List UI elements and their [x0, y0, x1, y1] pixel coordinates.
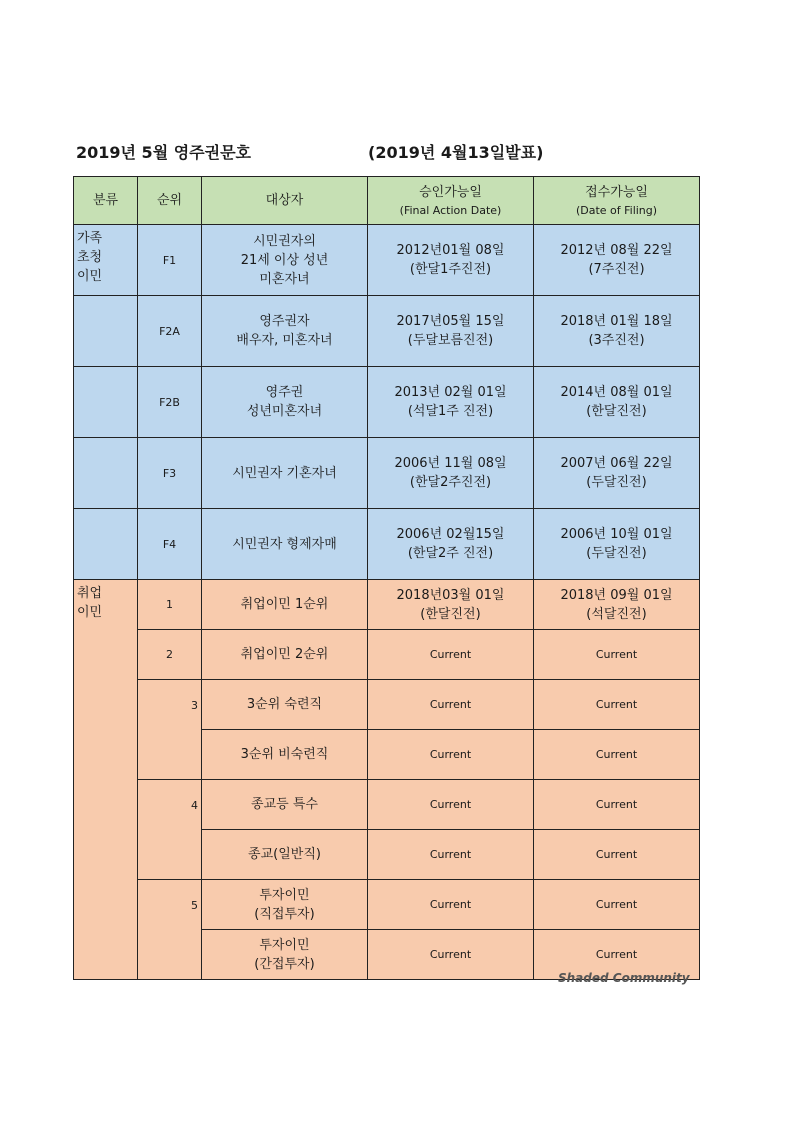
table-row [74, 509, 700, 580]
final-action-cell [368, 630, 534, 680]
table-row [74, 438, 700, 509]
cell-line: 초청 [77, 250, 103, 265]
cell-line: 취업이민 1순위 [240, 597, 329, 612]
cell-line: 2006년 10월 01일 [560, 527, 673, 542]
cell-line: Current [429, 898, 472, 911]
header-filing-ko: 접수가능일 [585, 184, 648, 200]
cell-line: (7주진전) [588, 262, 645, 277]
cell-line: 영주권자 [259, 314, 310, 329]
cell-line: 2006년 11월 08일 [394, 456, 507, 471]
table-row [74, 225, 700, 296]
target-cell [202, 630, 368, 680]
cell-line: 2014년 08월 01일 [560, 385, 673, 400]
header-category: 분류 [74, 177, 138, 225]
cell-line: Current [429, 848, 472, 861]
category-cell [74, 225, 138, 296]
cell-line: Current [595, 748, 638, 761]
filing-cell [534, 225, 700, 296]
category-cell [74, 367, 138, 438]
target-cell [202, 780, 368, 830]
final-action-cell [368, 730, 534, 780]
target-cell [202, 830, 368, 880]
footer-credit: Shaded Community [558, 971, 690, 985]
cell-line: Current [595, 798, 638, 811]
cell-line: Current [429, 798, 472, 811]
cell-line: (두달진전) [586, 546, 647, 561]
final-action-cell [368, 680, 534, 730]
cell-line: (두달진전) [586, 475, 647, 490]
cell-line: 2012년 08월 22일 [560, 243, 673, 258]
final-action-cell [368, 509, 534, 580]
rank-cell: 4 [138, 780, 202, 880]
cell-line: Current [595, 648, 638, 661]
table-row [74, 880, 700, 930]
rank-cell: 2 [138, 630, 202, 680]
filing-cell [534, 438, 700, 509]
cell-line: 2007년 06월 22일 [560, 456, 673, 471]
visa-bulletin-table [73, 176, 700, 980]
table-row [74, 680, 700, 730]
target-cell [202, 225, 368, 296]
filing-cell [534, 296, 700, 367]
header-final-action-ko: 승인가능일 [419, 184, 482, 200]
filing-cell [534, 780, 700, 830]
table-row [74, 780, 700, 830]
filing-cell [534, 630, 700, 680]
target-cell [202, 296, 368, 367]
cell-line: 시민권자 기혼자녀 [232, 465, 337, 481]
target-cell [202, 367, 368, 438]
cell-line: 2018년 01월 18일 [560, 314, 673, 329]
cell-line: 2018년03월 01일 [396, 587, 505, 603]
cell-line: Current [595, 948, 638, 961]
cell-line: (한달2주 진전) [407, 546, 494, 561]
cell-line: (두달보름진전) [407, 333, 494, 348]
final-action-cell [368, 225, 534, 296]
cell-line: 2012년01월 08일 [396, 243, 505, 258]
target-cell [202, 880, 368, 930]
final-action-cell [368, 438, 534, 509]
cell-line: (3주진전) [588, 333, 645, 348]
cell-line: 투자이민 [259, 887, 310, 903]
cell-line: 미혼자녀 [259, 271, 310, 287]
cell-line: 가족 [77, 231, 103, 246]
cell-line: Current [429, 748, 472, 761]
final-action-cell [368, 580, 534, 630]
category-cell [74, 438, 138, 509]
table-row [74, 630, 700, 680]
announcement-date: (2019년 4월13일발표) [368, 143, 544, 162]
filing-cell [534, 730, 700, 780]
page-title: 2019년 5월 영주권문호 [76, 143, 251, 162]
cell-line: 취업이민 2순위 [240, 647, 329, 662]
cell-line: (석달진전) [586, 606, 647, 622]
category-cell [74, 580, 138, 980]
header-row [74, 177, 700, 225]
final-action-cell [368, 930, 534, 980]
rank-cell: F4 [138, 509, 202, 580]
cell-line: 2018년 09월 01일 [560, 587, 673, 603]
header-target: 대상자 [202, 177, 368, 225]
cell-line: 종교(일반직) [248, 847, 321, 862]
table-row [74, 296, 700, 367]
final-action-cell [368, 296, 534, 367]
cell-line: 취업 [77, 586, 103, 601]
cell-line: 3순위 숙련직 [246, 697, 323, 712]
cell-line: (석달1주 진전) [407, 404, 494, 419]
cell-line: Current [595, 698, 638, 711]
target-cell [202, 730, 368, 780]
rank-cell: F1 [138, 225, 202, 296]
table-row [74, 580, 700, 630]
rank-cell: 1 [138, 580, 202, 630]
cell-line: 3순위 비숙련직 [240, 747, 329, 762]
target-cell [202, 930, 368, 980]
cell-line: 2006년 02월15일 [396, 527, 505, 542]
final-action-cell [368, 880, 534, 930]
cell-line: Current [595, 898, 638, 911]
cell-line: 이민 [77, 605, 103, 620]
header-final-action-en: (Final Action Date) [399, 203, 502, 217]
category-cell [74, 509, 138, 580]
target-cell [202, 680, 368, 730]
cell-line: Current [429, 948, 472, 961]
cell-line: 이민 [77, 269, 103, 284]
cell-line: 2013년 02월 01일 [394, 385, 507, 400]
cell-line: 시민권자 형제자매 [232, 536, 337, 552]
filing-cell [534, 580, 700, 630]
cell-line: (한달1주진전) [409, 262, 492, 277]
final-action-cell [368, 780, 534, 830]
rank-cell: 3 [138, 680, 202, 780]
category-cell [74, 296, 138, 367]
table-row [74, 367, 700, 438]
cell-line: 배우자, 미혼자녀 [236, 333, 333, 348]
cell-line: 영주권 [265, 385, 304, 400]
cell-line: (한달진전) [420, 606, 481, 622]
cell-line: (한달진전) [586, 404, 647, 419]
cell-line: 21세 이상 성년 [240, 252, 329, 268]
header-filing [534, 177, 700, 225]
cell-line: Current [595, 848, 638, 861]
cell-line: Current [429, 648, 472, 661]
target-cell [202, 438, 368, 509]
cell-line: 성년미혼자녀 [246, 404, 323, 419]
cell-line: 종교등 특수 [251, 797, 318, 812]
cell-line: 투자이민 [259, 937, 310, 953]
cell-line: (직접투자) [254, 906, 315, 922]
filing-cell [534, 830, 700, 880]
cell-line: 시민권자의 [253, 233, 316, 249]
target-cell [202, 580, 368, 630]
filing-cell [534, 880, 700, 930]
cell-line: 2017년05월 15일 [396, 314, 505, 329]
rank-cell: F2B [138, 367, 202, 438]
cell-line: (간접투자) [254, 956, 315, 972]
rank-cell: F2A [138, 296, 202, 367]
final-action-cell [368, 830, 534, 880]
target-cell [202, 509, 368, 580]
family-section [74, 225, 700, 580]
filing-cell [534, 509, 700, 580]
header-rank: 순위 [138, 177, 202, 225]
cell-line: Current [429, 698, 472, 711]
header-final-action [368, 177, 534, 225]
rank-cell: F3 [138, 438, 202, 509]
final-action-cell [368, 367, 534, 438]
employment-section [74, 580, 700, 980]
header-filing-en: (Date of Filing) [575, 203, 658, 217]
rank-cell: 5 [138, 880, 202, 980]
cell-line: (한달2주진전) [409, 475, 492, 490]
filing-cell [534, 367, 700, 438]
filing-cell [534, 680, 700, 730]
